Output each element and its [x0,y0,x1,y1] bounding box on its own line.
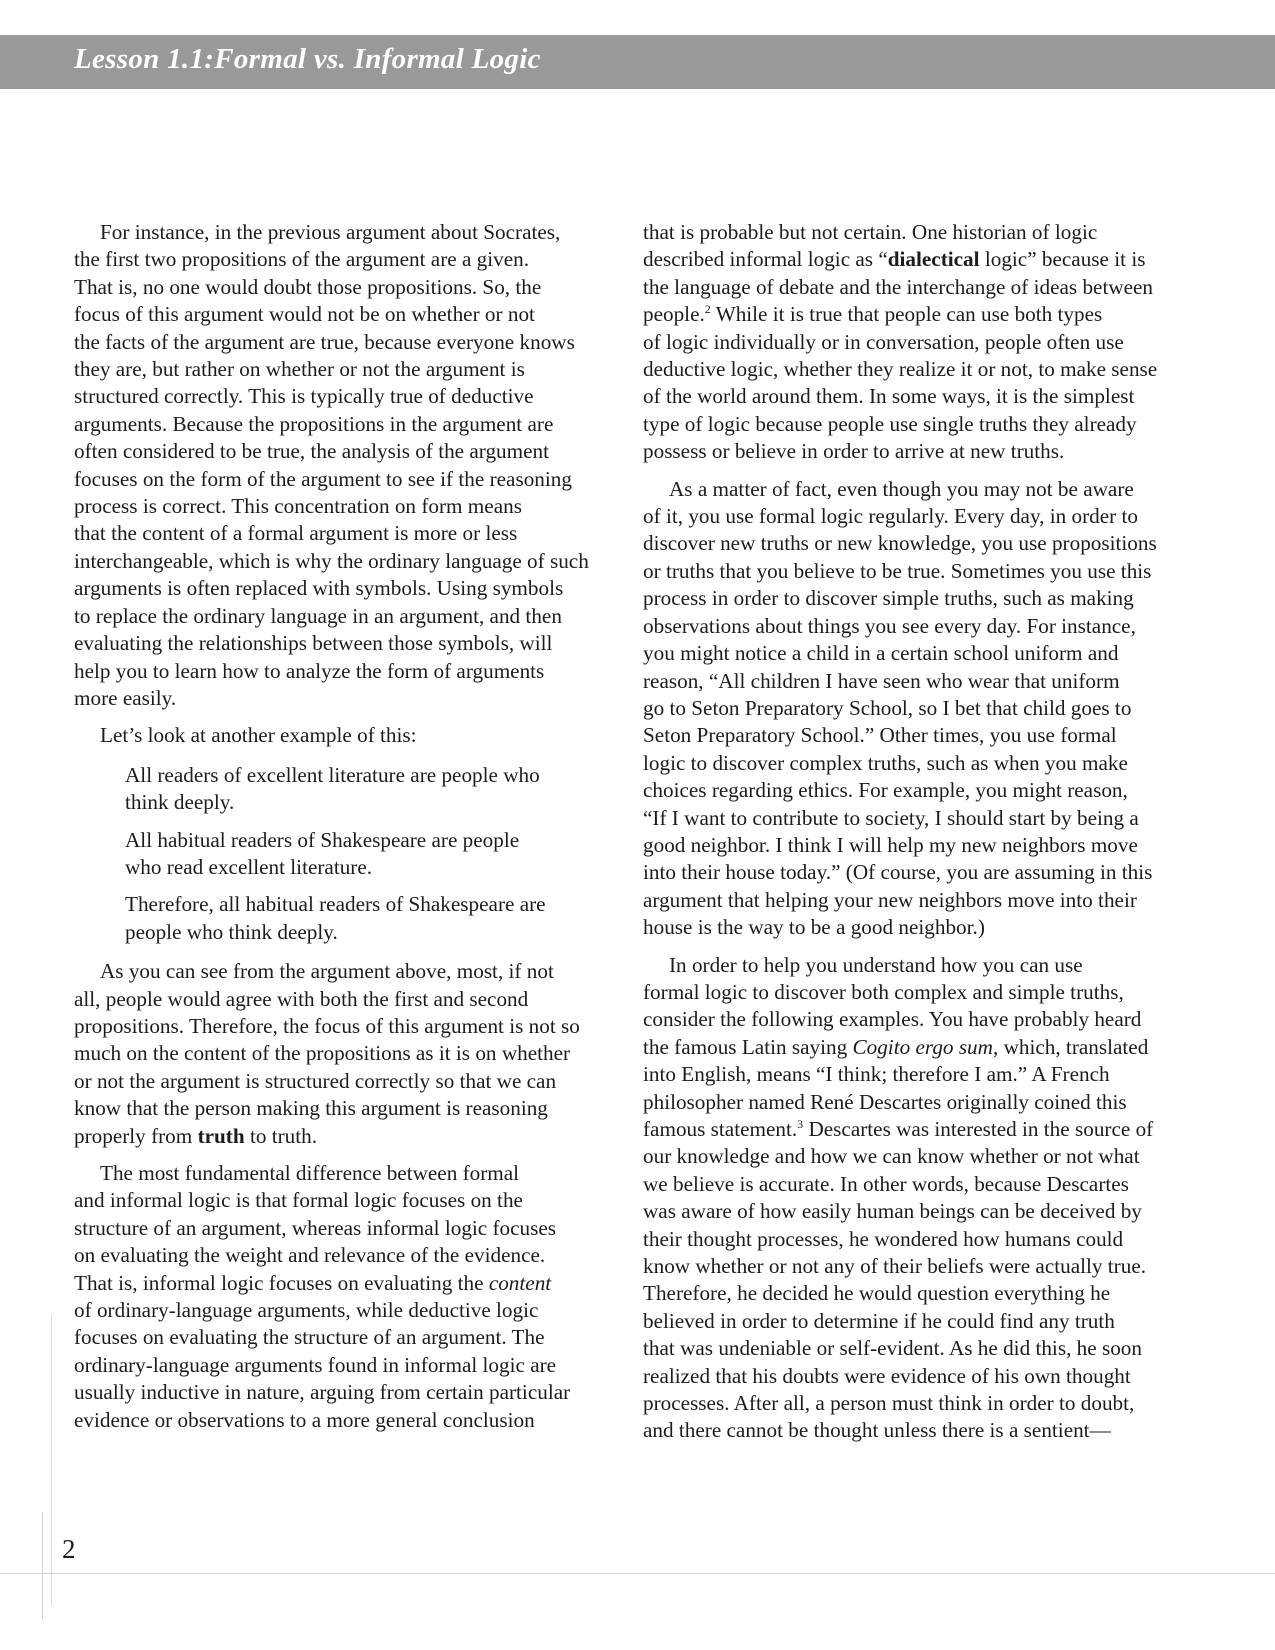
text-line: our knowledge and how we can know whether or not what [643,1144,1140,1169]
text-line: arguments is often replaced with symbols. Using symbols [74,576,564,601]
text-run: to truth. [244,1123,318,1148]
text-line: on evaluating the weight and relevance of the evidence. [74,1243,546,1268]
text-run: famous statement. [643,1117,798,1141]
text-line: evidence or observations to a more general conclusion [74,1407,535,1432]
syllogism-quote-1 [74,762,614,817]
text-line: more easily. [74,685,177,710]
text-line: arguments. Because the propositions in the argument are [74,411,554,436]
italic-term-content: content [488,1270,552,1295]
text-line: into their house today.” (Of course, you are assuming in this [643,860,1153,885]
text-line: their thought processes, he wondered how humans could [643,1226,1124,1251]
text-line: focuses on evaluating the structure of an argument. The [74,1325,545,1350]
text-line: or truths that you believe to be true. Sometimes you use this [643,558,1152,583]
text-line: propositions. Therefore, the focus of this argument is not so [74,1013,580,1038]
text-line: of logic individually or in conversation, people often use [643,329,1124,354]
text-line: of it, you use formal logic regularly. Every day, in order to [643,504,1139,529]
text-line [643,301,1188,328]
text-line: ordinary-language arguments found in informal logic are [74,1352,557,1377]
text-line: all, people would agree with both the first and second [74,986,529,1011]
text-line: observations about things you see every day. For instance, [643,613,1136,638]
text-line: consider the following examples. You have probably heard [643,1007,1142,1032]
text-run: That is, informal logic focuses on evaluating the [74,1270,489,1295]
text-line: process in order to discover simple truths, such as making [643,586,1134,611]
syllogism-quote-3 [74,891,614,946]
left-paragraph-1 [74,219,614,712]
text-line: or not the argument is structured correctly so that we can [74,1068,557,1093]
text-line: As you can see from the argument above, most, if not [100,959,554,984]
text-line [643,1116,1188,1143]
text-run: the famous Latin saying [643,1034,853,1059]
text-line: process is correct. This concentration on form means [74,494,522,519]
text-line: know that the person making this argument is reasoning [74,1096,548,1121]
text-line: good neighbor. I think I will help my new neighbors move [643,832,1138,857]
italic-latin-phrase: Cogito ergo sum [852,1034,993,1059]
text-run: described informal logic as “ [643,247,888,272]
right-paragraph-1 [643,219,1188,466]
text-line: and informal logic is that formal logic focuses on the [74,1188,523,1213]
text-line: evaluating the relationships between those symbols, will [74,631,553,656]
text-line: type of logic because people use single truths they already [643,411,1137,436]
quote-line: Therefore, all habitual readers of Shakespeare are [125,892,546,917]
text-line: go to Seton Preparatory School, so I bet that child goes to [643,695,1132,720]
text-line: deductive logic, whether they realize it or not, to make sense [643,357,1158,382]
right-paragraph-3 [643,952,1188,1445]
quote-line: All habitual readers of Shakespeare are people [125,827,520,852]
text-line: As a matter of fact, even though you may not be aware [669,476,1134,501]
text-line: formal logic to discover both complex and simple truths, [643,979,1124,1004]
text-line: logic to discover complex truths, such as when you make [643,750,1128,775]
text-line: know whether or not any of their beliefs were actually true. [643,1254,1147,1279]
text-line: they are, but rather on whether or not the argument is [74,357,525,382]
text-line: the language of debate and the interchange of ideas between [643,274,1154,299]
quote-line: All readers of excellent literature are people who [125,762,540,787]
text-line: That is, no one would doubt those propositions. So, the [74,274,542,299]
text-line [74,1123,614,1150]
text-line: interchangeable, which is why the ordinary language of such [74,548,589,573]
text-run: Descartes was interested in the source of [803,1117,1154,1141]
text-line: argument that helping your new neighbors move into their [643,887,1137,912]
text-line: focus of this argument would not be on whether or not [74,302,535,327]
text-line: of the world around them. In some ways, it is the simplest [643,384,1135,409]
text-line: believed in order to determine if he could find any truth [643,1308,1115,1333]
right-paragraph-2 [643,476,1188,942]
text-line: house is the way to be a good neighbor.) [643,915,985,940]
text-line: help you to learn how to analyze the form of arguments [74,658,545,683]
text-line: possess or believe in order to arrive at new truths. [643,439,1065,464]
text-line: usually inductive in nature, arguing from certain particular [74,1380,571,1405]
text-line: focuses on the form of the argument to see if the reasoning [74,466,572,491]
text-line: realized that his doubts were evidence of his own thought [643,1363,1131,1388]
text-line: Therefore, he decided he would question everything he [643,1281,1111,1306]
text-line: the facts of the argument are true, because everyone knows [74,329,575,354]
footer-rule [0,1573,1275,1574]
footnote-ref-3: 3 [797,1117,804,1131]
text-line: philosopher named René Descartes originally coined this [643,1089,1127,1114]
text-line [643,1034,1188,1061]
text-line [74,1270,614,1297]
text-run: , which, translated [992,1034,1149,1059]
text-line: we believe is accurate. In other words, because Descartes [643,1171,1129,1196]
margin-rule [51,1315,52,1605]
lesson-title: Lesson 1.1:Formal vs. Informal Logic [74,43,541,75]
text-run: While it is true that people can use both types [710,302,1103,327]
syllogism-quote-2 [74,827,614,882]
text-line: of ordinary-language arguments, while deductive logic [74,1298,539,1323]
quote-line: people who think deeply. [125,919,338,944]
left-column [74,219,614,1434]
text-line: reason, “All children I have seen who wear that uniform [643,668,1120,693]
text-line: often considered to be true, the analysis of the argument [74,439,550,464]
text-line: structured correctly. This is typically true of deductive [74,384,534,409]
page-number: 2 [62,1534,76,1564]
text-line: was aware of how easily human beings can be deceived by [643,1199,1142,1224]
text-line: choices regarding ethics. For example, you might reason, [643,778,1128,803]
text-line: In order to help you understand how you can use [669,952,1083,977]
text-line: to replace the ordinary language in an argument, and then [74,603,562,628]
text-line: “If I want to contribute to society, I should start by being a [643,805,1139,830]
text-line: that is probable but not certain. One historian of logic [643,220,1098,244]
text-line: For instance, in the previous argument about Socrates, [100,220,561,244]
text-line: into English, means “I think; therefore I am.” A French [643,1062,1110,1087]
footnote-ref-2: 2 [704,302,711,317]
text-line: that was undeniable or self-evident. As he did this, he soon [643,1336,1142,1361]
text-run: people. [643,302,705,327]
bold-term-truth: truth [197,1123,245,1148]
text-line: structure of an argument, whereas informal logic focuses [74,1215,557,1240]
left-paragraph-2: Let’s look at another example of this: [100,723,417,748]
text-line [643,246,1188,273]
text-line: you might notice a child in a certain school uniform and [643,641,1119,666]
text-line: that the content of a formal argument is more or less [74,521,518,546]
text-line: discover new truths or new knowledge, you use propositions [643,531,1157,556]
text-line: and there cannot be thought unless there is a sentient— [643,1418,1111,1443]
text-run: properly from [74,1123,198,1148]
text-line: processes. After all, a person must think in order to doubt, [643,1391,1135,1416]
text-line: much on the content of the propositions as it is on whether [74,1041,571,1066]
text-line: the first two propositions of the argument are a given. [74,247,530,272]
quote-line: who read excellent literature. [125,854,373,879]
text-run: logic” because it is [979,247,1146,272]
text-line: Seton Preparatory School.” Other times, you use formal [643,723,1117,748]
bold-term-dialectical: dialectical [887,247,980,272]
left-paragraph-4 [74,1160,614,1434]
right-column [643,219,1188,1445]
footer-crop-rule [42,1512,43,1620]
text-line: The most fundamental difference between formal [100,1161,520,1185]
left-paragraph-3 [74,958,614,1150]
quote-line: think deeply. [125,790,235,815]
